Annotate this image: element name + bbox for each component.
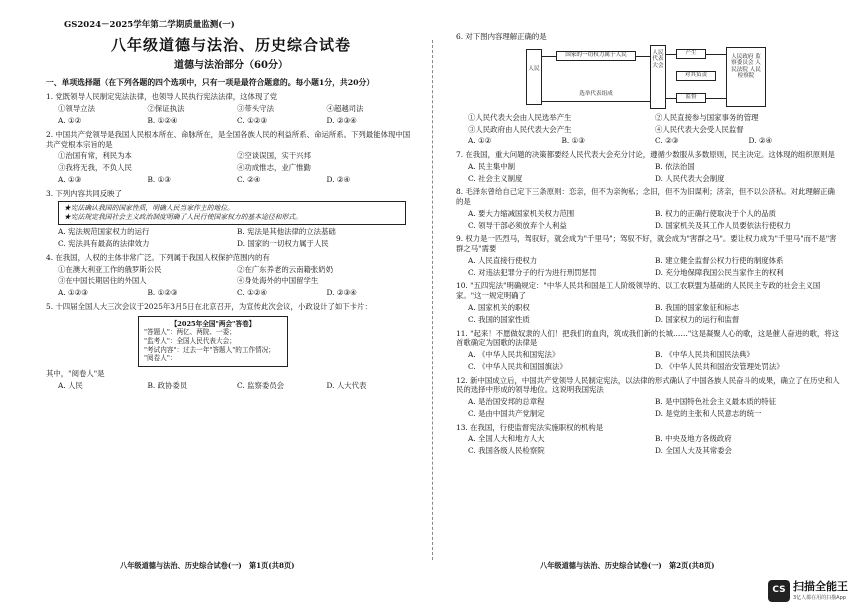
option: ④人民代表大会受人民监督	[655, 124, 744, 134]
diagram-bottom-label: 选举代表组成	[556, 91, 636, 101]
question-stem: 8. 毛泽东曾给自己定下三条原则：恋亲，但不为亲徇私；念旧，但不为旧谋利；济亲，但不以公济私。对此理解正确的是	[456, 187, 835, 207]
answer-choice: B. ①③	[561, 136, 585, 146]
option: C. 领导干部必须放弃个人利益	[468, 220, 567, 230]
option: ②在广东养老的云南籍张奶奶	[237, 264, 334, 274]
watermark-subtitle: 3亿人都在用的扫描App	[793, 594, 846, 601]
option: ②人民直接参与国家事务的管理	[655, 112, 759, 122]
option: ①治国有常，利民为本	[58, 151, 132, 161]
option: C. 宪法具有最高的法律效力	[58, 239, 150, 249]
card-line: "考试内容"：过去一年"答题人"的工作情况；	[144, 345, 275, 354]
answer-choice: A. ①③	[58, 174, 82, 184]
diagram-line	[636, 56, 650, 57]
card-line: "阅卷人"：	[144, 354, 177, 363]
question-stem: 13. 在我国，行使监督宪法实施职权的机构是	[456, 422, 604, 432]
diagram-line	[542, 56, 556, 57]
question-1	[46, 92, 416, 125]
option: B. 依法治国	[655, 161, 695, 171]
option: B. 中央及地方各级政府	[655, 434, 732, 444]
diagram-mid2-label: 监督	[676, 93, 706, 103]
diagram-organs: 人民政府 监察委员会 人民法院 人民检察院	[726, 47, 766, 107]
option: D. 国家的一切权力属于人民	[237, 239, 329, 249]
question-13	[456, 423, 842, 456]
option: C. 对违法犯罪分子的行为进行刑罚惩罚	[468, 267, 597, 277]
exam-header: GS2024－2025学年第二学期质量监测(一)	[64, 20, 235, 30]
diagram-top-label: 国家的一切权力属于人民	[556, 51, 636, 61]
option: ④身处海外的中国留学生	[237, 276, 319, 286]
question-stem: 5. 十四届全国人大三次会议于2025年3月5日在北京召开，为宣传此次会议，小政设计了如下卡片：	[46, 301, 372, 311]
answer-choice: D. ②④	[748, 136, 773, 146]
answer-choice: D. ②③④	[326, 288, 357, 298]
answer-choice: D. ②④	[326, 174, 351, 184]
question-5	[46, 302, 416, 391]
option: ④超越司法	[326, 104, 364, 114]
question-tail: 其中，"阅卷人"是	[46, 369, 105, 379]
question-2	[46, 130, 416, 185]
answer-choice: C. ②③	[655, 136, 679, 146]
question-stem: 10. "五四宪法"明确规定："中华人民共和国是工人阶级领导的、以工农联盟为基础的人民民主专政的社会主义国家。"这一规定明确了	[456, 281, 821, 301]
scanner-watermark	[768, 580, 848, 602]
card-line: "监考人"：全国人民代表大会；	[144, 337, 236, 346]
answer-choice: B. ①②④	[147, 116, 178, 126]
question-stem: 12. 新中国成立后，中国共产党领导人民制定宪法，以法律的形式确认了中国各族人民奋斗的成果，确立了在历史和人民的选择中形成的领导地位。这说明我国宪法	[456, 375, 840, 395]
answer-choice: B. 政协委员	[147, 380, 188, 390]
question-stem: 11. "起来！不愿做奴隶的人们！把我们的血肉，筑成我们新的长城……"这是凝聚人心的歌，这是催人奋进的歌，将这首歌确定为国歌的法律是	[456, 328, 840, 348]
quote-line: ★宪法确认我国的国家性质，明确人民当家作主的地位。	[64, 204, 234, 213]
option: B. 建立健全监督公权力行使的制度体系	[655, 255, 784, 265]
answer-card	[138, 316, 288, 368]
option: ①人民代表大会由人民选举产生	[468, 112, 572, 122]
option: B. 《中华人民共和国民法典》	[655, 350, 754, 360]
question-12	[456, 376, 842, 419]
option: C. 社会主义制度	[468, 173, 523, 183]
option: C. 是由中国共产党制定	[468, 408, 545, 418]
option: D. 是党的主张和人民意志的统一	[655, 408, 762, 418]
diagram-line	[666, 54, 676, 55]
page-footer-right: 八年级道德与法治、历史综合试卷(一) 第2页(共8页)	[540, 560, 715, 570]
question-10	[456, 281, 842, 324]
option: D. 国家机关及其工作人员要依法行使权力	[655, 220, 792, 230]
option: A. 全国人大和地方人大	[468, 434, 545, 444]
option: D. 全国人大及其常委会	[655, 446, 732, 456]
option: ③人民政府由人民代表大会产生	[468, 124, 572, 134]
option: B. 是中国特色社会主义最本质的特征	[655, 397, 776, 407]
section-heading: 一、单项选择题（在下列各题的四个选项中，只有一项是最符合题意的。每小题1分，共20分）	[46, 78, 375, 88]
answer-choice: C. ②④	[237, 174, 261, 184]
option: A. 是治国安邦的总章程	[468, 397, 545, 407]
option: A. 宪法规范国家权力的运行	[58, 227, 150, 237]
option: ②空谈误国，实干兴邦	[237, 151, 311, 161]
diagram-target-label: 对其负责	[676, 71, 716, 81]
diagram-congress: 人民代表大会	[650, 45, 666, 109]
diagram-line	[706, 98, 726, 99]
question-8	[456, 187, 842, 230]
option: ③在中国长期居住的外国人	[58, 276, 147, 286]
question-3	[46, 189, 416, 249]
watermark-name: 扫描全能王	[793, 580, 848, 594]
option: A. 国家机关的职权	[468, 303, 530, 313]
option: ②保证执法	[147, 104, 185, 114]
option: A. 《中华人民共和国宪法》	[468, 350, 560, 360]
option: ①在澳大利亚工作的俄罗斯公民	[58, 264, 162, 274]
question-6	[456, 32, 842, 146]
exam-title: 八年级道德与法治、历史综合试卷	[110, 36, 351, 55]
question-stem: 3. 下列内容共同反映了	[46, 188, 122, 198]
option: ③我将无我，不负人民	[58, 163, 132, 173]
option: B. 宪法是其他法律的立法基础	[237, 227, 336, 237]
answer-choice: D. ②③④	[326, 116, 357, 126]
answer-choice: B. ①②③	[147, 288, 178, 298]
quote-line: ★宪法规定我国社会主义政治制度明确了人民行使国家权力的基本途径和形式。	[64, 213, 302, 222]
option: A. 人民直接行使权力	[468, 255, 538, 265]
option: ①领导立法	[58, 104, 95, 114]
answer-choice: A. ①②	[58, 116, 82, 126]
page-right	[430, 0, 860, 608]
diagram-people: 人民	[526, 49, 542, 105]
question-stem: 7. 在我国，重大问题的决策都要经人民代表大会充分讨论，遵循少数服从多数原则，民主决定。这体现的组织原则是	[456, 150, 835, 160]
diagram-line	[542, 101, 650, 102]
question-stem: 1. 党既领导人民制定宪法法律，也领导人民执行宪法法律，这体现了党	[46, 92, 278, 102]
question-stem: 6. 对下图内容理解正确的是	[456, 32, 547, 41]
question-11	[456, 329, 842, 372]
answer-choice: A. ①②	[468, 136, 492, 146]
diagram-line	[706, 54, 726, 55]
option: B. 权力的正确行使取决于个人的品质	[655, 208, 776, 218]
answer-choice: C. 监察委员会	[237, 380, 285, 390]
option: A. 民主集中制	[468, 161, 515, 171]
option: D. 国家权力的运行和监督	[655, 314, 740, 324]
option: C. 我国的国家性质	[468, 314, 530, 324]
camscanner-logo-icon: CS	[768, 580, 790, 602]
option: D. 《中华人民共和国治安管理处罚法》	[655, 361, 784, 371]
answer-choice: C. ①②④	[237, 288, 267, 298]
option: D. 充分地保障我国公民当家作主的权利	[655, 267, 784, 277]
question-stem: 9. 权力是一匹烈马，驾驭好，就会成为"千里马"；驾驭不好，就会成为"害群之马"。要让权力成为"千里马"而不是"害群之马"需要	[456, 234, 837, 254]
card-title: 【2025年全国"两会"答卷】	[170, 319, 256, 328]
diagram-line	[666, 98, 676, 99]
power-diagram	[526, 45, 796, 111]
question-stem: 2. 中国共产党领导是我国人民根本所在、命脉所在，是全国各族人民的利益所系、命运所系。下列最能体现中国共产党根本宗旨的是	[46, 129, 411, 149]
option: ③带头守法	[237, 104, 274, 114]
page-footer-left: 八年级道德与法治、历史综合试卷(一) 第1页(共8页)	[120, 560, 295, 570]
option: B. 我国的国家象征和标志	[655, 303, 740, 313]
question-4	[46, 253, 416, 298]
question-7	[456, 150, 842, 183]
answer-choice: A. ①②③	[58, 288, 88, 298]
option: A. 要大力缩减国家机关权力范围	[468, 208, 575, 218]
question-9	[456, 234, 842, 277]
answer-choice: B. ①③	[147, 174, 171, 184]
option: C. 我国各级人民检察院	[468, 446, 545, 456]
card-line: "答题人"：两亿、两院、一委；	[144, 328, 236, 337]
question-stem: 4. 在我国，人权的主体非常广泛。下列属于我国人权保护范围内的有	[46, 252, 270, 262]
option: D. 人民代表大会制度	[655, 173, 725, 183]
answer-choice: A. 人民	[58, 380, 83, 390]
option: ④功成惟志，业广惟勤	[237, 163, 311, 173]
option: C. 《中华人民共和国国旗法》	[468, 361, 567, 371]
quote-box	[58, 201, 406, 225]
answer-choice: C. ①②③	[237, 116, 267, 126]
diagram-mid-label: 产生	[676, 49, 706, 59]
answer-choice: D. 人大代表	[326, 380, 367, 390]
exam-subtitle: 道德与法治部分（60分）	[174, 60, 288, 72]
